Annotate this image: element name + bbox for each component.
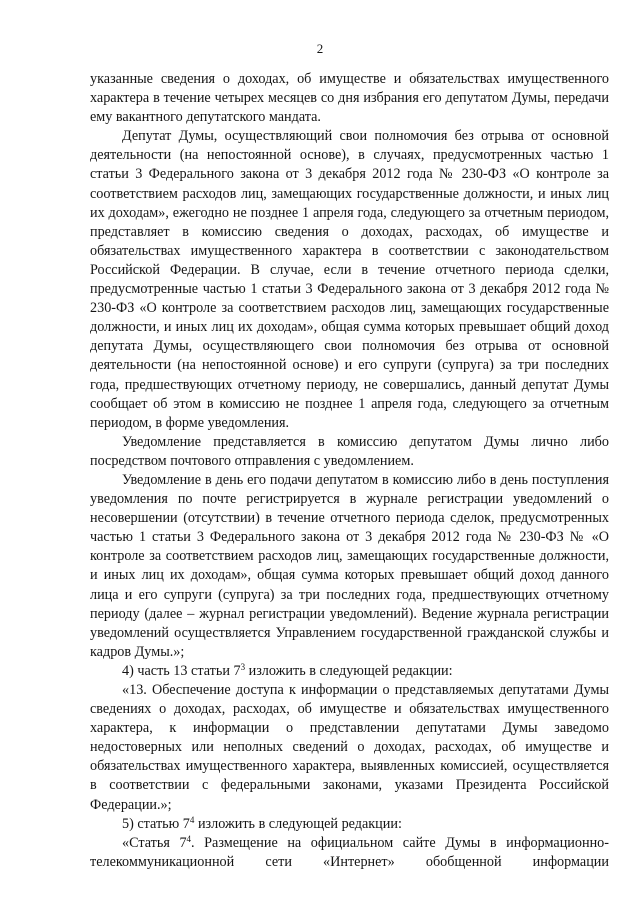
document-body [90,70,609,872]
paragraph-4: Уведомление в день его подачи депутатом в комиссию либо в день поступления уведомления по почте регистрируется в журнале регистрации уведомлений о несовершении (отсутствии) в течение отчетного периода сделок, предусмотренных частью 1 статьи 3 Федерального закона от 3 декабря 2012 года № 230-ФЗ № «О контроле за соответствием расходов лиц, замещающих государственные должности, и иных лиц их доходам», общая сумма которых превышает общий доход данного лица и его супруги (супруга) за три последних года, предшествующих отчетному периоду (далее – журнал регистрации уведомлений). Ведение журнала регистрации уведомлений осуществляется Управлением государственной гражданской службы и кадров Думы.»; [90,471,609,660]
paragraph-5-text-end: изложить в следующей редакции: [245,662,453,679]
paragraph-1: указанные сведения о доходах, об имуществе и обязательствах имущественного характера в течение четырех месяцев со дня избрания его депутатом Думы, передачи ему вакантного депутатского мандата. [90,71,609,126]
paragraph-6: «13. Обеспечение доступа к информации о представляемых депутатами Думы сведениях о доходах, расходах, об имуществе и обязательствах имущественного характера, к информации о представлении депутатами Думы заведомо недостоверных или неполных сведений о доходах, расходах, об имуществе и обязательствах имущественного характера, выявленных комиссией, осуществляется в соответствии с федеральными законами, указами Президента Российской Федерации.»; [90,682,609,813]
paragraph-7-superscript: 4 [189,814,195,825]
paragraph-8-superscript: 4 [186,834,192,845]
paragraph-5-superscript: 3 [240,662,246,673]
page-number: 2 [316,41,324,56]
paragraph-3: Уведомление представляется в комиссию депутатом Думы лично либо посредством почтового отправления с уведомлением. [90,433,609,469]
paragraph-7-text-end: изложить в следующей редакции: [194,815,402,832]
paragraph-7-text: 5) статью 7 [122,815,190,832]
paragraph-2: Депутат Думы, осуществляющий свои полномочия без отрыва от основной деятельности (на непостоянной основе), в случаях, предусмотренных частью 1 статьи 3 Федерального закона от 3 декабря 2012 года № 230-ФЗ «О контроле за соответствием расходов лиц, замещающих государственные должности, и иных лиц их доходам», ежегодно не позднее 1 апреля года, следующего за отчетным периодом, представляет в комиссию сведения о доходах, расходах, об имуществе и обязательствах имущественного характера в соответствии с законодательством Российской Федерации. В случае, если в течение отчетного периода сделки, предусмотренные частью 1 статьи 3 Федерального закона от 3 декабря 2012 года № 230-ФЗ «О контроле за соответствием расходов лиц, замещающих государственные должности, и иных лиц их доходам», общая сумма которых превышает общий доход депутата Думы, осуществляющего свои полномочия без отрыва от основной деятельности (на непостоянной основе) и его супруги (супруга) за три последних года, предшествующих отчетному периоду, не совершались, данный депутат Думы сообщает об этом в комиссию не позднее 1 апреля года, следующего за отчетным периодом, в форме уведомления. [90,128,609,431]
paragraph-5-text: 4) часть 13 статьи 7 [122,662,241,679]
paragraph-7 [90,815,609,834]
paragraph-5 [90,662,609,681]
paragraph-8-text-end: . Размещение на официальном сайте Думы в информационно-телекоммуникационной сети «Интернет» обобщенной информации [90,834,609,870]
paragraph-8-text: «Статья 7 [122,834,187,851]
paragraph-8 [90,834,609,872]
